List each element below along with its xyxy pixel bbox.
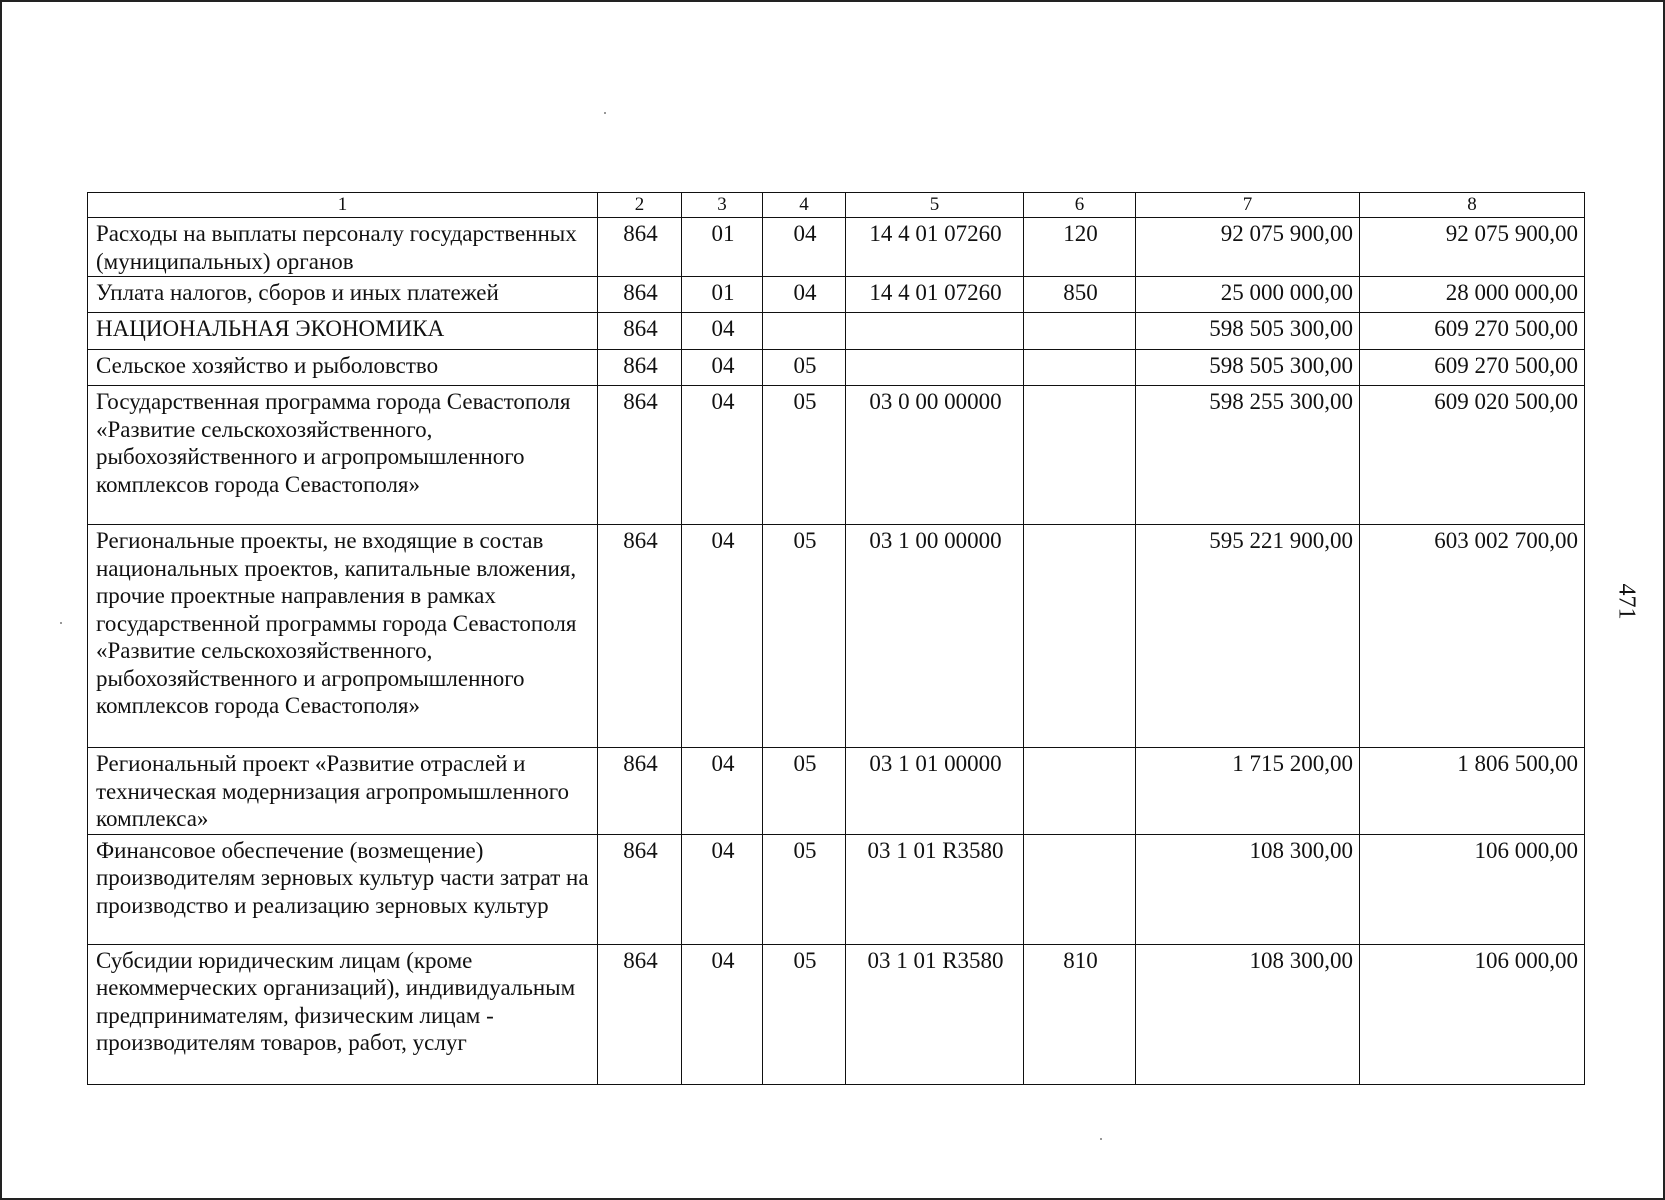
row-name: Уплата налогов, сборов и иных платежей — [88, 277, 598, 313]
row-expense-type — [1024, 834, 1136, 944]
row-section-code: 04 — [682, 313, 763, 350]
row-amount-year1: 108 300,00 — [1136, 944, 1360, 1084]
row-subsection-code: 05 — [763, 944, 846, 1084]
table-row — [88, 313, 1585, 350]
table-row — [88, 350, 1585, 386]
row-amount-year2: 106 000,00 — [1360, 834, 1585, 944]
row-ministry-code: 864 — [598, 218, 682, 277]
budget-table — [87, 192, 1585, 1085]
row-expense-type — [1024, 313, 1136, 350]
row-subsection-code: 05 — [763, 748, 846, 835]
row-section-code: 04 — [682, 350, 763, 386]
row-target-article: 03 1 01 R3580 — [846, 944, 1024, 1084]
row-amount-year2: 28 000 000,00 — [1360, 277, 1585, 313]
column-header: 5 — [846, 193, 1024, 218]
row-subsection-code: 05 — [763, 525, 846, 748]
row-amount-year1: 108 300,00 — [1136, 834, 1360, 944]
scan-speck — [1100, 1138, 1102, 1140]
row-amount-year2: 603 002 700,00 — [1360, 525, 1585, 748]
row-ministry-code: 864 — [598, 834, 682, 944]
row-amount-year1: 598 505 300,00 — [1136, 350, 1360, 386]
row-section-code: 04 — [682, 944, 763, 1084]
row-amount-year2: 609 270 500,00 — [1360, 313, 1585, 350]
row-subsection-code: 04 — [763, 218, 846, 277]
row-amount-year1: 595 221 900,00 — [1136, 525, 1360, 748]
table-row — [88, 834, 1585, 944]
table-row — [88, 525, 1585, 748]
column-header: 1 — [88, 193, 598, 218]
column-header: 7 — [1136, 193, 1360, 218]
row-ministry-code: 864 — [598, 944, 682, 1084]
row-name: Субсидии юридическим лицам (кроме некоммерческих организаций), индивидуальным предпринимателям, физическим лицам - производителям товаров, работ, услуг — [88, 944, 598, 1084]
row-section-code: 04 — [682, 834, 763, 944]
row-section-code: 04 — [682, 386, 763, 525]
scan-speck — [60, 622, 62, 624]
row-expense-type: 810 — [1024, 944, 1136, 1084]
row-expense-type: 120 — [1024, 218, 1136, 277]
row-ministry-code: 864 — [598, 350, 682, 386]
column-header: 2 — [598, 193, 682, 218]
row-subsection-code: 05 — [763, 834, 846, 944]
row-target-article: 03 0 00 00000 — [846, 386, 1024, 525]
row-amount-year1: 598 505 300,00 — [1136, 313, 1360, 350]
row-amount-year2: 1 806 500,00 — [1360, 748, 1585, 835]
row-target-article — [846, 313, 1024, 350]
row-name: Расходы на выплаты персоналу государственных (муниципальных) органов — [88, 218, 598, 277]
row-expense-type — [1024, 386, 1136, 525]
page-number: 471 — [1613, 583, 1640, 620]
table-row — [88, 748, 1585, 835]
row-ministry-code: 864 — [598, 313, 682, 350]
row-amount-year2: 609 270 500,00 — [1360, 350, 1585, 386]
page-edge-top — [0, 0, 1665, 2]
row-name: Региональные проекты, не входящие в состав национальных проектов, капитальные вложения, прочие проектные направления в рамках государственной программы города Севастополя «Развитие сельскохозяйственного, рыбохозяйственного и агропромышленного комплексов города Севастополя» — [88, 525, 598, 748]
row-amount-year1: 598 255 300,00 — [1136, 386, 1360, 525]
row-section-code: 01 — [682, 277, 763, 313]
row-subsection-code: 05 — [763, 350, 846, 386]
column-header: 6 — [1024, 193, 1136, 218]
row-target-article: 03 1 00 00000 — [846, 525, 1024, 748]
row-target-article: 14 4 01 07260 — [846, 218, 1024, 277]
row-subsection-code — [763, 313, 846, 350]
row-ministry-code: 864 — [598, 277, 682, 313]
row-target-article: 03 1 01 R3580 — [846, 834, 1024, 944]
column-header: 4 — [763, 193, 846, 218]
row-subsection-code: 04 — [763, 277, 846, 313]
table-row — [88, 944, 1585, 1084]
row-amount-year1: 25 000 000,00 — [1136, 277, 1360, 313]
row-section-code: 01 — [682, 218, 763, 277]
row-target-article: 03 1 01 00000 — [846, 748, 1024, 835]
row-amount-year1: 92 075 900,00 — [1136, 218, 1360, 277]
row-amount-year2: 92 075 900,00 — [1360, 218, 1585, 277]
row-ministry-code: 864 — [598, 386, 682, 525]
row-expense-type — [1024, 350, 1136, 386]
row-expense-type — [1024, 525, 1136, 748]
table-row — [88, 218, 1585, 277]
row-section-code: 04 — [682, 525, 763, 748]
row-ministry-code: 864 — [598, 748, 682, 835]
column-header: 8 — [1360, 193, 1585, 218]
row-name: Государственная программа города Севастополя «Развитие сельскохозяйственного, рыбохозяйственного и агропромышленного комплексов города Севастополя» — [88, 386, 598, 525]
scan-speck — [604, 112, 606, 114]
table-row — [88, 386, 1585, 525]
row-ministry-code: 864 — [598, 525, 682, 748]
table-row — [88, 277, 1585, 313]
row-name: Сельское хозяйство и рыболовство — [88, 350, 598, 386]
header-row — [88, 193, 1585, 218]
row-name: Региональный проект «Развитие отраслей и техническая модернизация агропромышленного комплекса» — [88, 748, 598, 835]
row-amount-year2: 106 000,00 — [1360, 944, 1585, 1084]
row-section-code: 04 — [682, 748, 763, 835]
row-name: Финансовое обеспечение (возмещение) производителям зерновых культур части затрат на производство и реализацию зерновых культур — [88, 834, 598, 944]
page-edge-left — [0, 0, 2, 1200]
row-target-article — [846, 350, 1024, 386]
row-name: НАЦИОНАЛЬНАЯ ЭКОНОМИКА — [88, 313, 598, 350]
row-amount-year1: 1 715 200,00 — [1136, 748, 1360, 835]
row-amount-year2: 609 020 500,00 — [1360, 386, 1585, 525]
column-header: 3 — [682, 193, 763, 218]
row-expense-type: 850 — [1024, 277, 1136, 313]
row-subsection-code: 05 — [763, 386, 846, 525]
row-target-article: 14 4 01 07260 — [846, 277, 1024, 313]
row-expense-type — [1024, 748, 1136, 835]
